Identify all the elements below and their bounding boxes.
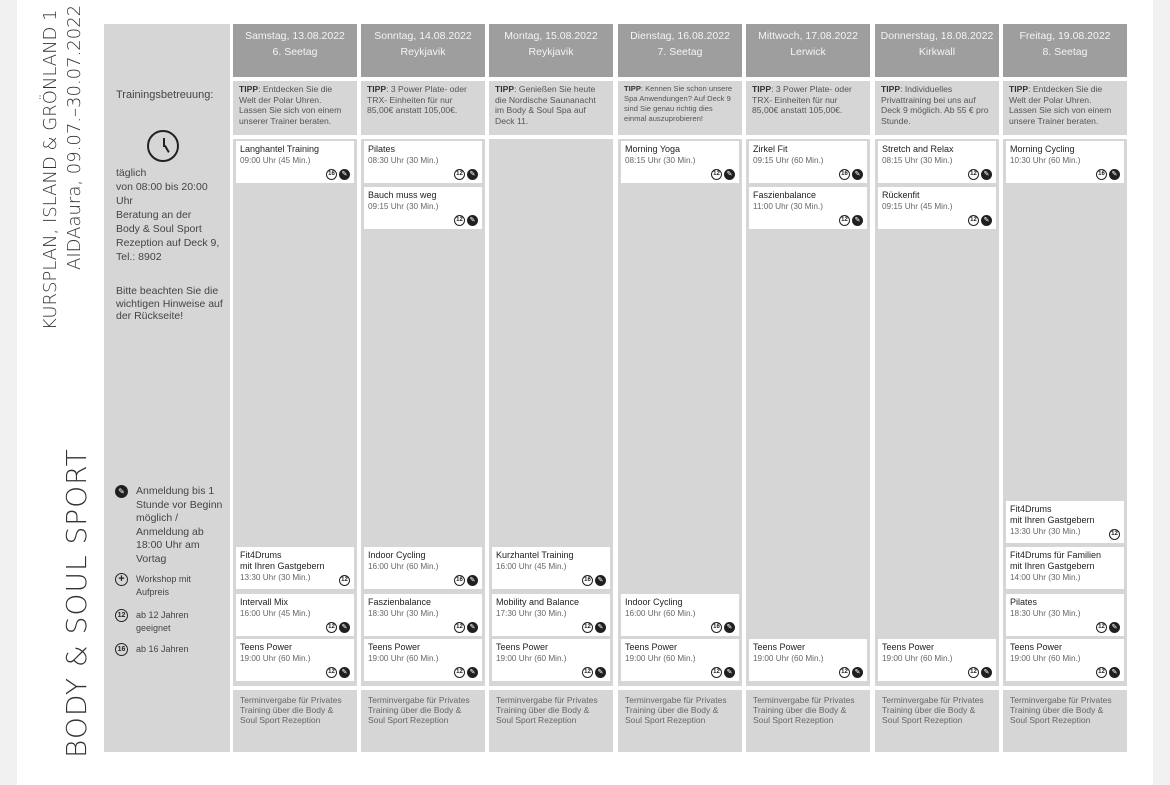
tip-label: TIPP xyxy=(367,84,387,94)
day-footer: Terminvergabe für Privates Training über die Body & Soul Sport Rezeption xyxy=(361,690,485,752)
course-badges xyxy=(582,667,606,678)
sidebar-note: Bitte beachten Sie die wichtigen Hinweise auf der Rückseite! xyxy=(116,285,223,322)
course-card[interactable] xyxy=(621,639,739,681)
day-tip xyxy=(233,81,357,135)
day-course-area xyxy=(618,139,742,686)
tip-text: : 3 Power Plate- oder TRX- Einheiten für nur 85,00€ anstatt 105,00€. xyxy=(367,84,467,115)
course-badges xyxy=(1096,622,1120,633)
pencil-icon: ✎ xyxy=(595,575,606,586)
course-badges xyxy=(1096,169,1120,180)
age-12-icon: 12 xyxy=(1096,667,1107,678)
age-16-icon: 16 xyxy=(839,169,850,180)
tip-label: TIPP xyxy=(624,84,641,93)
tip-text: : 3 Power Plate- oder TRX- Einheiten für nur 85,00€ anstatt 105,00€. xyxy=(752,84,852,115)
course-title: Faszienbalance xyxy=(753,190,817,200)
day-tip xyxy=(361,81,485,135)
course-title: Teens Power xyxy=(496,642,549,652)
pencil-icon: ✎ xyxy=(852,215,863,226)
tip-text: : Genießen Sie heute die Nordische Saunanacht im Body & Soul Spa auf Deck 11. xyxy=(495,84,596,126)
tip-text: : Entdecken Sie die Welt der Polar Uhren. Lassen Sie sich von einem unsere Trainer beraten. xyxy=(1009,84,1112,126)
course-title: Mobility and Balance xyxy=(496,597,580,607)
day-place: Reykjavik xyxy=(528,46,574,58)
pencil-icon: ✎ xyxy=(724,667,735,678)
course-time: 16:00 Uhr (45 Min.) xyxy=(496,562,567,571)
course-badges xyxy=(454,575,478,586)
age-12-icon: 12 xyxy=(839,667,850,678)
course-time: 09:15 Uhr (30 Min.) xyxy=(368,202,439,211)
day-footer: Terminvergabe für Privates Training über die Body & Soul Sport Rezeption xyxy=(233,690,357,752)
course-title: Rückenfit xyxy=(882,190,920,200)
day-footer: Terminvergabe für Privates Training über die Body & Soul Sport Rezeption xyxy=(1003,690,1127,752)
course-badges xyxy=(582,622,606,633)
course-title: Fit4Drums xyxy=(240,550,282,560)
age-12-icon: 12 xyxy=(326,667,337,678)
course-time: 17:30 Uhr (30 Min.) xyxy=(496,609,567,618)
course-time: 18:30 Uhr (30 Min.) xyxy=(368,609,439,618)
day-footer: Terminvergabe für Privates Training über die Body & Soul Sport Rezeption xyxy=(875,690,999,752)
course-time: 13:30 Uhr (30 Min.) xyxy=(1010,527,1081,536)
course-title: Pilates xyxy=(1010,597,1038,607)
course-time: 16:00 Uhr (60 Min.) xyxy=(625,609,696,618)
day-date: Donnerstag, 18.08.2022 xyxy=(880,30,994,42)
course-card[interactable] xyxy=(492,547,610,589)
course-card[interactable] xyxy=(878,141,996,183)
age-12-icon: 12 xyxy=(454,169,465,180)
legend-age-12: 12 ab 12 Jahren geeignet xyxy=(115,609,228,637)
age-12-icon: 12 xyxy=(1109,529,1120,540)
day-course-area xyxy=(489,139,613,686)
course-badges xyxy=(1096,667,1120,678)
legend-plus: + Workshop mit Aufpreis xyxy=(115,573,228,601)
course-time: 08:15 Uhr (30 Min.) xyxy=(882,156,953,165)
age-12-icon: 12 xyxy=(454,215,465,226)
course-card[interactable] xyxy=(236,639,354,681)
course-card[interactable] xyxy=(621,141,739,183)
course-time: 18:30 Uhr (30 Min.) xyxy=(1010,609,1081,618)
course-time: 14:00 Uhr (30 Min.) xyxy=(1010,573,1081,582)
course-time: 19:00 Uhr (60 Min.) xyxy=(240,654,311,663)
course-time: 09:00 Uhr (45 Min.) xyxy=(240,156,311,165)
course-title: Teens Power xyxy=(240,642,293,652)
course-title: Fit4Drums für Familien xyxy=(1010,550,1102,560)
day-tip xyxy=(618,81,742,135)
brand-logo-text: BODY & SOUL SPORT xyxy=(60,448,93,758)
course-title: Kurzhantel Training xyxy=(496,550,574,560)
day-place: Lerwick xyxy=(790,46,826,58)
course-title: Zirkel Fit xyxy=(753,144,788,154)
title-line-2: AIDAaura, 09.07.–30.07.2022 xyxy=(64,4,85,270)
course-time: 19:00 Uhr (60 Min.) xyxy=(496,654,567,663)
pencil-icon: ✎ xyxy=(595,622,606,633)
course-card[interactable] xyxy=(364,639,482,681)
age-16-icon: 16 xyxy=(1096,169,1107,180)
pencil-icon: ✎ xyxy=(724,622,735,633)
age-12-icon: 12 xyxy=(711,169,722,180)
age-12-icon: 12 xyxy=(454,667,465,678)
age-16-icon: 16 xyxy=(326,169,337,180)
course-title: Indoor Cycling xyxy=(368,550,426,560)
course-title: Teens Power xyxy=(625,642,678,652)
course-card[interactable] xyxy=(492,594,610,636)
course-time: 19:00 Uhr (60 Min.) xyxy=(753,654,824,663)
pencil-icon: ✎ xyxy=(339,169,350,180)
pencil-icon: ✎ xyxy=(467,622,478,633)
day-header xyxy=(746,24,870,77)
course-title: Fit4Drums xyxy=(1010,504,1052,514)
course-title: Langhantel Training xyxy=(240,144,320,154)
course-title: Intervall Mix xyxy=(240,597,289,607)
course-time: 19:00 Uhr (60 Min.) xyxy=(368,654,439,663)
pencil-icon: ✎ xyxy=(724,169,735,180)
age-16-icon: 16 xyxy=(115,643,128,656)
pencil-icon: ✎ xyxy=(595,667,606,678)
course-title: Morning Cycling xyxy=(1010,144,1075,154)
course-time: 16:00 Uhr (60 Min.) xyxy=(368,562,439,571)
day-course-area xyxy=(746,139,870,686)
tip-text: : Kennen Sie schon unsere Spa Anwendungen? Auf Deck 9 sind Sie genau richtig dies einmal auszuprobieren! xyxy=(624,84,733,123)
age-12-icon: 12 xyxy=(711,667,722,678)
age-12-icon: 12 xyxy=(968,667,979,678)
pencil-icon: ✎ xyxy=(339,667,350,678)
course-card[interactable] xyxy=(236,547,354,589)
day-course-area xyxy=(1003,139,1127,686)
course-title: Teens Power xyxy=(882,642,935,652)
course-badges xyxy=(454,622,478,633)
tip-label: TIPP xyxy=(881,84,901,94)
course-card[interactable] xyxy=(878,639,996,681)
title-line-1: KURSPLAN, ISLAND & GRÖNLAND 1 xyxy=(40,9,61,330)
pencil-icon: ✎ xyxy=(981,667,992,678)
course-card[interactable] xyxy=(236,141,354,183)
course-time: 09:15 Uhr (60 Min.) xyxy=(753,156,824,165)
course-subtitle: mit Ihren Gastgebern xyxy=(240,561,325,571)
course-title: Faszienbalance xyxy=(368,597,432,607)
day-header xyxy=(1003,24,1127,77)
sidebar-label: Trainingsbetreuung: xyxy=(116,89,214,101)
course-subtitle: mit Ihren Gastgebern xyxy=(1010,561,1095,571)
day-tip xyxy=(489,81,613,135)
pencil-icon: ✎ xyxy=(1109,667,1120,678)
course-title: Stretch and Relax xyxy=(882,144,954,154)
day-place: 8. Seetag xyxy=(1042,46,1088,58)
pencil-icon: ✎ xyxy=(467,575,478,586)
pencil-icon: ✎ xyxy=(115,485,128,498)
day-tip xyxy=(1003,81,1127,135)
course-badges xyxy=(839,667,863,678)
course-card[interactable] xyxy=(492,639,610,681)
course-subtitle: mit Ihren Gastgebern xyxy=(1010,515,1095,525)
course-badges xyxy=(1109,529,1120,540)
age-12-icon: 12 xyxy=(839,215,850,226)
day-place: 7. Seetag xyxy=(657,46,703,58)
course-time: 16:00 Uhr (45 Min.) xyxy=(240,609,311,618)
pencil-icon: ✎ xyxy=(339,622,350,633)
course-card[interactable] xyxy=(621,594,739,636)
course-time: 19:00 Uhr (60 Min.) xyxy=(882,654,953,663)
course-card[interactable] xyxy=(1006,547,1124,589)
tip-label: TIPP xyxy=(239,84,259,94)
course-badges xyxy=(454,169,478,180)
course-badges xyxy=(326,622,350,633)
tip-text: : Entdecken Sie die Welt der Polar Uhren. Lassen Sie sich von einem unserer Trainer beraten. xyxy=(239,84,342,126)
age-16-icon: 16 xyxy=(454,575,465,586)
age-12-icon: 12 xyxy=(339,575,350,586)
age-12-icon: 12 xyxy=(1096,622,1107,633)
day-header xyxy=(489,24,613,77)
day-date: Samstag, 13.08.2022 xyxy=(245,30,345,42)
course-badges xyxy=(711,622,735,633)
course-badges xyxy=(711,169,735,180)
course-time: 10:30 Uhr (60 Min.) xyxy=(1010,156,1081,165)
course-badges xyxy=(454,667,478,678)
age-16-icon: 16 xyxy=(582,575,593,586)
pencil-icon: ✎ xyxy=(981,169,992,180)
course-title: Indoor Cycling xyxy=(625,597,683,607)
course-card[interactable] xyxy=(749,639,867,681)
course-badges xyxy=(326,667,350,678)
sidebar-hours: täglich von 08:00 bis 20:00 Uhr Beratung an der Body & Soul Sport Rezeption auf Deck 9, Tel.: 8902 xyxy=(116,167,220,263)
age-12-icon: 12 xyxy=(115,609,128,622)
course-badges xyxy=(582,575,606,586)
course-card[interactable] xyxy=(749,187,867,229)
pencil-icon: ✎ xyxy=(852,667,863,678)
pencil-icon: ✎ xyxy=(852,169,863,180)
course-badges xyxy=(454,215,478,226)
course-time: 11:00 Uhr (30 Min.) xyxy=(753,202,823,211)
day-place: Reykjavik xyxy=(400,46,446,58)
course-time: 08:15 Uhr (30 Min.) xyxy=(625,156,696,165)
plus-icon: + xyxy=(115,573,128,586)
tip-label: TIPP xyxy=(752,84,772,94)
day-date: Sonntag, 14.08.2022 xyxy=(374,30,472,42)
course-card[interactable] xyxy=(364,141,482,183)
tip-label: TIPP xyxy=(495,84,515,94)
course-card[interactable] xyxy=(364,547,482,589)
age-12-icon: 12 xyxy=(582,667,593,678)
course-title: Morning Yoga xyxy=(625,144,681,154)
course-card[interactable] xyxy=(749,141,867,183)
day-course-area xyxy=(233,139,357,686)
course-card[interactable] xyxy=(236,594,354,636)
tip-text: : Individuelles Privattraining bei uns auf Deck 9 möglich. Ab 55 € pro Stunde. xyxy=(881,84,989,126)
course-time: 08:30 Uhr (30 Min.) xyxy=(368,156,439,165)
pencil-icon: ✎ xyxy=(467,169,478,180)
course-title: Pilates xyxy=(368,144,396,154)
age-12-icon: 12 xyxy=(582,622,593,633)
pencil-icon: ✎ xyxy=(1109,622,1120,633)
legend-pencil: ✎ Anmeldung bis 1 Stunde vor Beginn möglich / Anmeldung ab 18:00 Uhr am Vortag xyxy=(115,485,228,565)
course-time: 19:00 Uhr (60 Min.) xyxy=(625,654,696,663)
day-place: Kirkwall xyxy=(918,46,956,58)
age-12-icon: 12 xyxy=(968,169,979,180)
day-footer: Terminvergabe für Privates Training über die Body & Soul Sport Rezeption xyxy=(746,690,870,752)
course-time: 09:15 Uhr (45 Min.) xyxy=(882,202,953,211)
day-footer: Terminvergabe für Privates Training über die Body & Soul Sport Rezeption xyxy=(618,690,742,752)
course-badges xyxy=(968,667,992,678)
course-card[interactable] xyxy=(1006,501,1124,543)
course-badges xyxy=(968,215,992,226)
tip-label: TIPP xyxy=(1009,84,1029,94)
course-title: Teens Power xyxy=(1010,642,1063,652)
day-header xyxy=(875,24,999,77)
clock-icon xyxy=(147,130,179,162)
legend-age-16: 16 ab 16 Jahren xyxy=(115,643,228,659)
course-title: Bauch muss weg xyxy=(368,190,437,200)
day-date: Freitag, 19.08.2022 xyxy=(1019,30,1111,42)
course-card[interactable] xyxy=(1006,141,1124,183)
day-header xyxy=(233,24,357,77)
day-course-area xyxy=(875,139,999,686)
course-badges xyxy=(711,667,735,678)
course-title: Teens Power xyxy=(368,642,421,652)
course-badges xyxy=(326,169,350,180)
day-course-area xyxy=(361,139,485,686)
course-time: 13:30 Uhr (30 Min.) xyxy=(240,573,311,582)
course-card[interactable] xyxy=(1006,594,1124,636)
pencil-icon: ✎ xyxy=(1109,169,1120,180)
day-header xyxy=(618,24,742,77)
course-badges xyxy=(839,169,863,180)
course-time: 19:00 Uhr (60 Min.) xyxy=(1010,654,1081,663)
age-12-icon: 12 xyxy=(326,622,337,633)
age-12-icon: 12 xyxy=(968,215,979,226)
age-16-icon: 16 xyxy=(711,622,722,633)
day-place: 6. Seetag xyxy=(272,46,318,58)
day-tip xyxy=(875,81,999,135)
course-title: Teens Power xyxy=(753,642,806,652)
course-badges xyxy=(968,169,992,180)
day-tip xyxy=(746,81,870,135)
day-date: Montag, 15.08.2022 xyxy=(504,30,598,42)
course-card[interactable] xyxy=(364,187,482,229)
day-header xyxy=(361,24,485,77)
course-card[interactable] xyxy=(878,187,996,229)
course-badges xyxy=(839,215,863,226)
course-card[interactable] xyxy=(364,594,482,636)
pencil-icon: ✎ xyxy=(467,215,478,226)
day-date: Dienstag, 16.08.2022 xyxy=(630,30,730,42)
course-card[interactable] xyxy=(1006,639,1124,681)
age-12-icon: 12 xyxy=(454,622,465,633)
pencil-icon: ✎ xyxy=(467,667,478,678)
day-footer: Terminvergabe für Privates Training über die Body & Soul Sport Rezeption xyxy=(489,690,613,752)
pencil-icon: ✎ xyxy=(981,215,992,226)
course-badges xyxy=(339,575,350,586)
day-date: Mittwoch, 17.08.2022 xyxy=(758,30,858,42)
